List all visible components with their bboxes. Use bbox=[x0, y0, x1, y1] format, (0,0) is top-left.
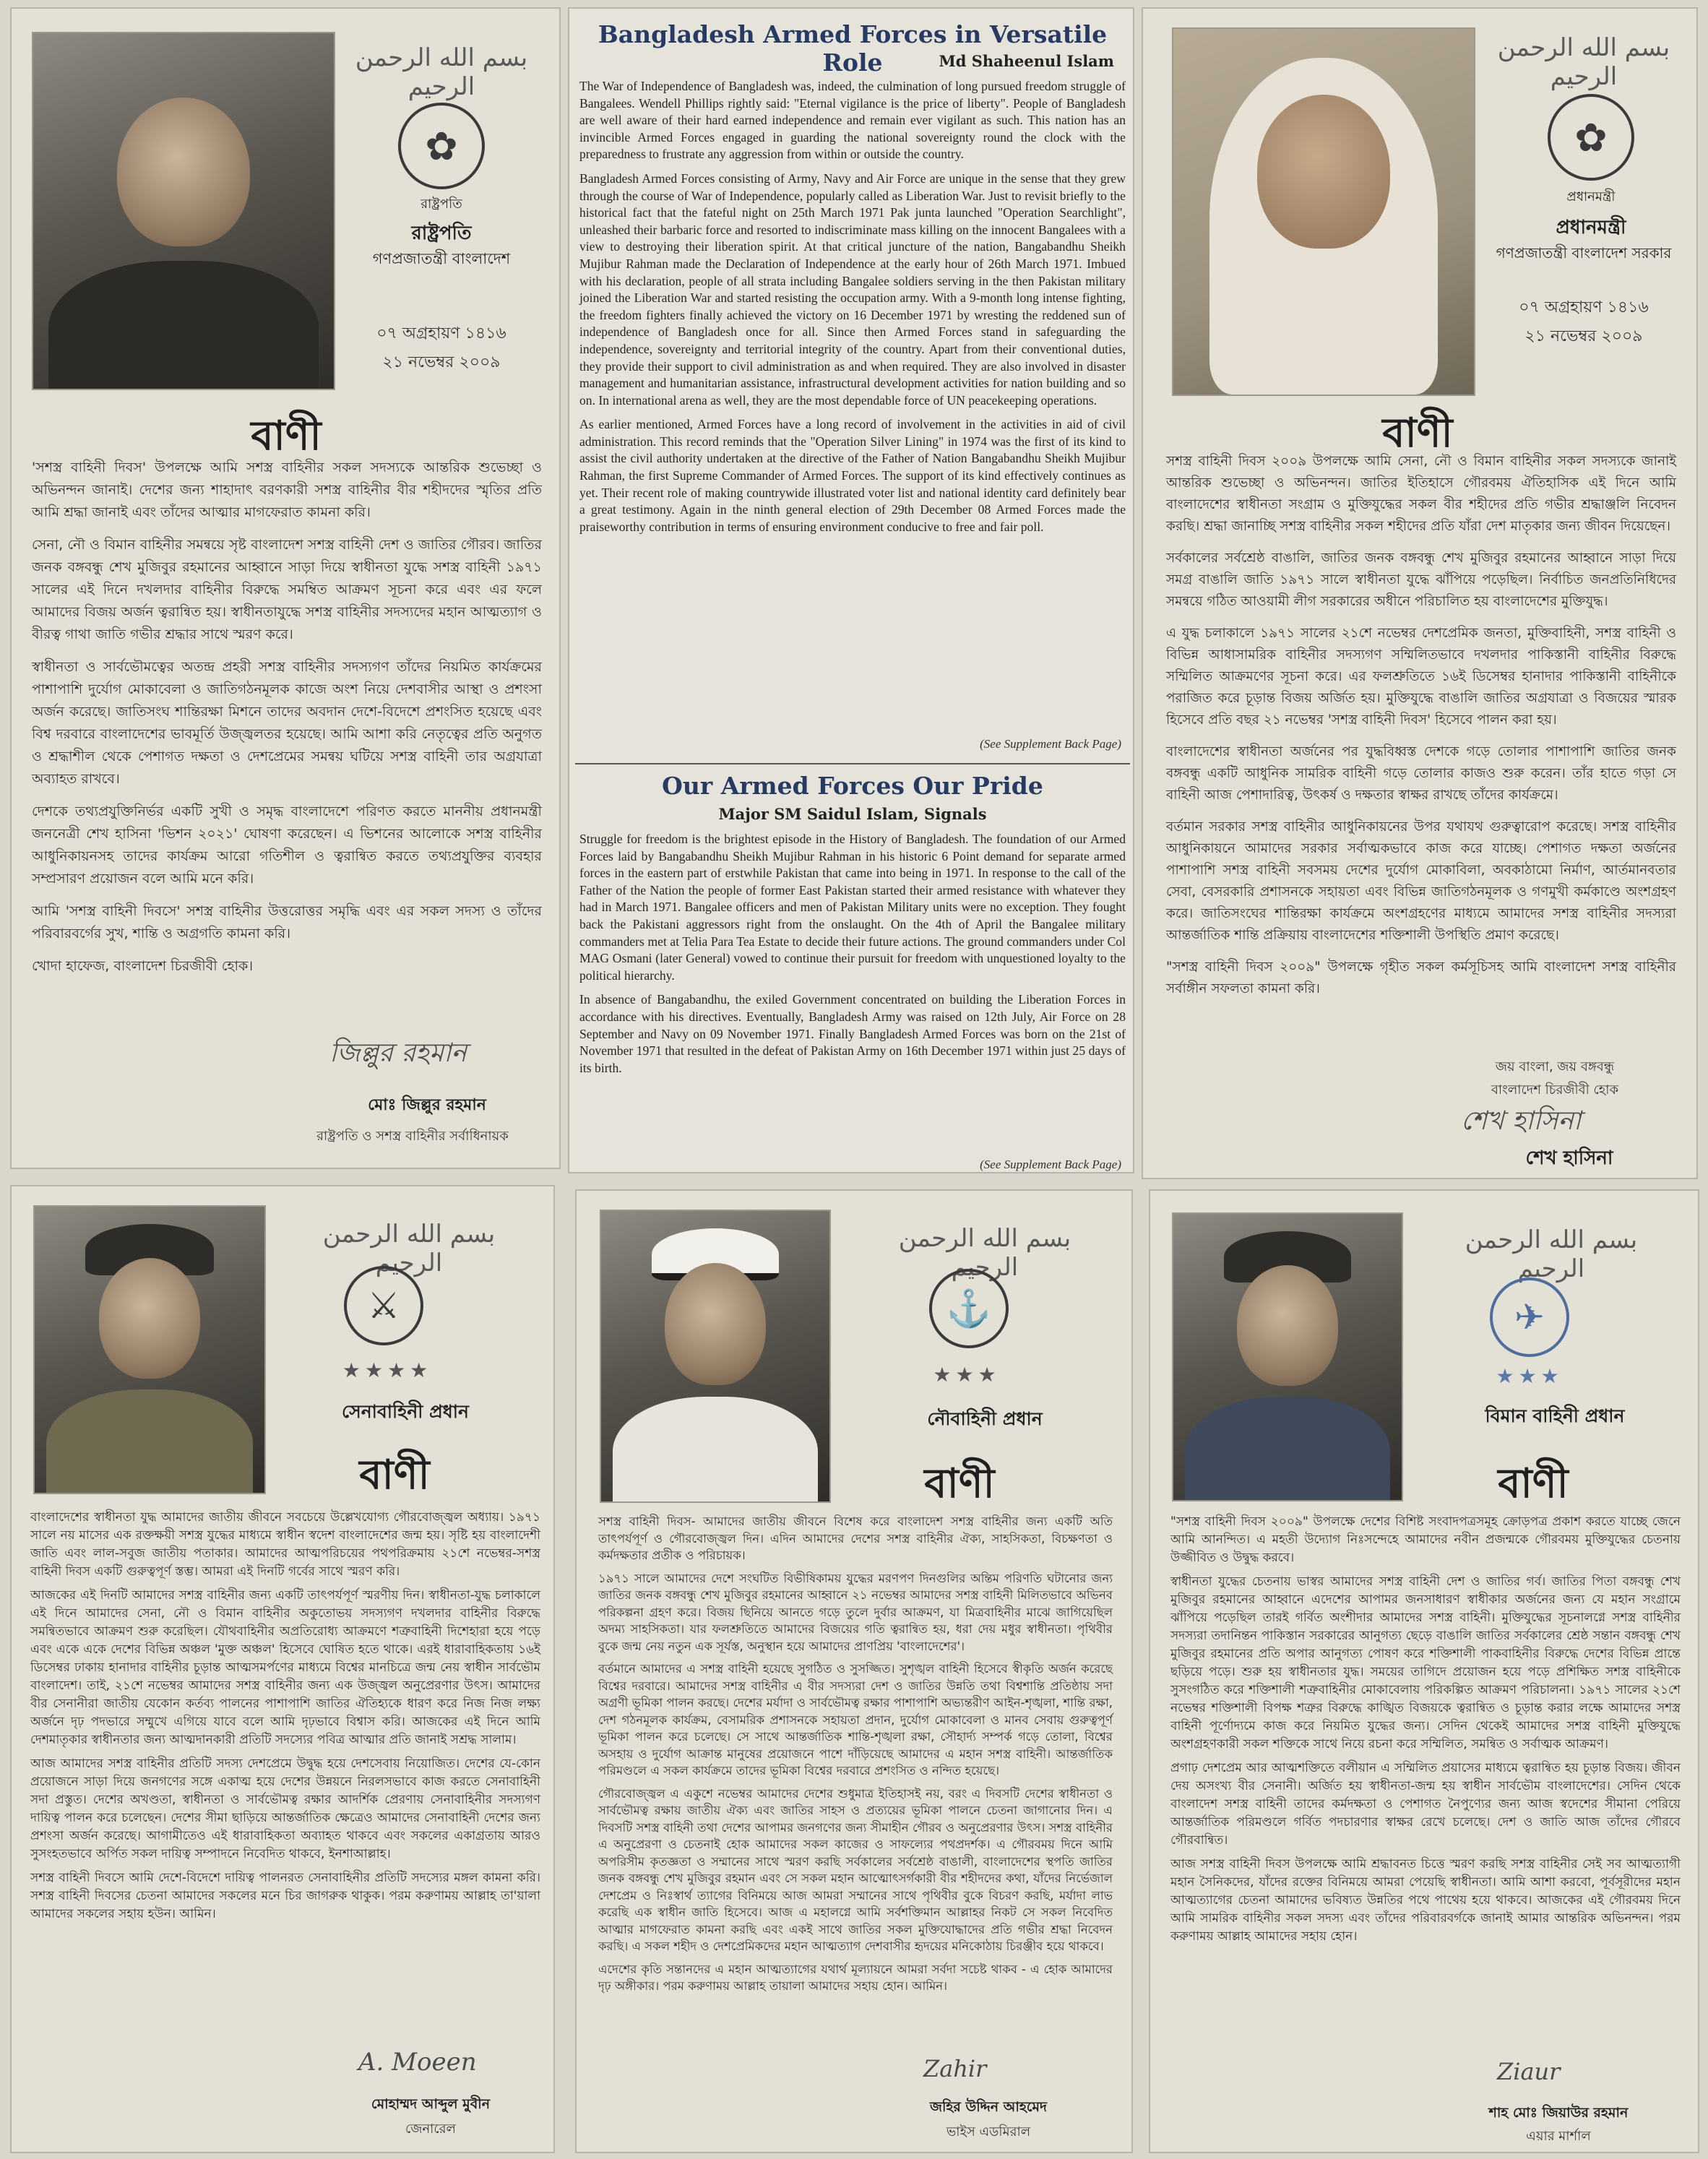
pm-face bbox=[1257, 95, 1389, 249]
navy-rank-stars: ★★★ bbox=[933, 1363, 1001, 1387]
article1-body bbox=[579, 78, 1126, 543]
president-photo bbox=[32, 32, 335, 390]
airforce-chief-face bbox=[1237, 1265, 1337, 1385]
pm-title: প্রধানমন্ত্রী bbox=[1556, 217, 1626, 238]
pm-date-bn: ০৭ অগ্রহায়ণ ১৪১৬ bbox=[1519, 298, 1649, 316]
pm-paragraph: সশস্ত্র বাহিনী দিবস ২০০৯ উপলক্ষে আমি সেনা, নৌ ও বিমান বাহিনীর সকল সদস্যকে জানাই আন্তরিক শুভেচ্ছা ও অভিনন্দন। জাতির ইতিহাসে গৌরবময় ঐতিহাসিক এই দিনে আমি বাংলাদেশের স্বাধীনতা সংগ্রাম ও মুক্তিযুদ্ধের সকল বীর শহীদের প্রতি গভীর শ্রদ্ধাঞ্জলি নিবেদন করছি। শ্রদ্ধা জানাচ্ছি সশস্ত্র বাহিনীর সকল শহীদের প্রতি যাঁরা দেশ মাতৃকার জন্য জীবন দিয়েছেন। bbox=[1166, 454, 1676, 534]
airforce-heading: বাণী bbox=[1498, 1460, 1569, 1507]
airforce-paragraph: "সশস্ত্র বাহিনী দিবস ২০০৯" উপলক্ষে দেশের বিশিষ্ট সংবাদপত্রসমূহ ক্রোড়পত্র প্রকাশ করতে যাচ্ছে জেনে আমি আনন্দিত। এ মহতী উদ্যোগ নিঃসন্দেহে আমাদের নবীন প্রজন্মকে গৌরবময় মুক্তিযুদ্ধের চেতনায় উজ্জীবিত ও উদ্বুদ্ধ করবে। bbox=[1170, 1514, 1681, 1565]
article2-body bbox=[579, 831, 1126, 1084]
army-chief-name: মোহাম্মদ আব্দুল মুবীন bbox=[371, 2096, 491, 2112]
president-heading: বাণী bbox=[251, 413, 322, 460]
army-chief-rank: জেনারেল bbox=[405, 2121, 456, 2137]
airforce-chief-name: শাহ মোঃ জিয়াউর রহমান bbox=[1488, 2105, 1629, 2121]
pm-paragraph: সর্বকালের সর্বশ্রেষ্ঠ বাঙালি, জাতির জনক বঙ্গবন্ধু শেখ মুজিবুর রহমানের আহ্বানে সাড়া দিয়ে সমগ্র বাঙালি জাতি ১৯৭১ সালে স্বাধীনতা যুদ্ধে ঝাঁপিয়ে পড়েছিল। নির্বাচিত জনপ্রতিনিধিদের সমন্বয়ে গঠিত আওয়ামী লীগ সরকারের অধীনে পরিচালিত হয় বাংলাদেশের মুক্তিযুদ্ধ। bbox=[1166, 551, 1676, 609]
article2-title: Our Armed Forces Our Pride bbox=[662, 772, 1043, 800]
pm-emblem-icon: ✿ bbox=[1548, 94, 1634, 181]
president-paragraph: খোদা হাফেজ, বাংলাদেশ চিরজীবী হোক। bbox=[32, 958, 254, 974]
article2-paragraph: Struggle for freedom is the brightest episode in the History of Bangladesh. The foundation of our Armed Forces laid by Bangabandhu Sheikh Mujibur Rahman in his historic 6 Point demand for separate armed forces in the eastern part of erstwhile Pakistan that came into being in 1971. In response to the call of the Father of the Nation the people of former East Pakistan started their armed resistance with whatever they had in March 1971. Bangalee officers and men of Pakistan Military units were no exception. They fought back the Pakistani aggressors right from the onslaught. On the 4th of April the Bangalee military commanders met at Telia Para Tea Estate to decide their future actions. The ground commanders under Col MAG Osmani (later General) vowed to continue their pursuit for freedom with unquestioned loyalty to the political hierarchy. bbox=[579, 832, 1126, 983]
article1-title: Bangladesh Armed Forces in Versatile Role bbox=[598, 20, 1108, 77]
airforce-paragraph: প্রগাঢ় দেশপ্রেম আর আত্মশক্তিতে বলীয়ান এ সম্মিলিত প্রয়াসের মাধ্যমে ত্বরান্বিত হয় চূড়ান্ত বিজয়। জীবন দেয় অসংখ্য বীর সেনানী। অর্জিত হয় স্বাধীনতা-জন্ম হয় স্বাধীন সার্বভৌম বাংলাদেশের। সেদিন থেকে বাংলাদেশ সশস্ত্র বাহিনী তাদের কর্মদক্ষতা ও পেশাগত নৈপুণ্যের জন্য আজ স্বদেশের সীমানা পেরিয়ে আন্তর্জাতিক পরিমণ্ডলে গর্বিত পদচারণার স্বাক্ষর রেখে চলেছে। দেশ ও জাতি আজ তাঁদের গৌরবে গৌরবান্বিত। bbox=[1170, 1761, 1681, 1848]
airforce-paragraph: স্বাধীনতা যুদ্ধের চেতনায় ভাস্বর আমাদের সশস্ত্র বাহিনী দেশ ও জাতির গর্ব। জাতির পিতা বঙ্গবন্ধু শেখ মুজিবুর রহমানের আহ্বানে এদেশের আপামর জনসাধারণ স্বাধীকার অর্জনের জন্য যে মহান সংগ্রামে ঝাঁপিয়ে পড়েছিল তারই গর্বিত অংশীদার আমাদের সশস্ত্র বাহিনী। মুক্তিযুদ্ধের সূচনালগ্নে সশস্ত্র বাহিনীর সদস্যরা তদানিন্তন পাকিস্তান সরকারের আনুগত্য ছেড়ে বাঙালি জাতির সর্বকালের শ্রেষ্ঠ সন্তান বঙ্গবন্ধু শেখ মুজিবুর রহমানের প্রতি অপার আনুগত্য পোষণ করে শক্তিশালী পাকবাহিনীর বিরুদ্ধে দেশের বিভিন্ন প্রান্তে ছড়িয়ে পড়ে। শুরু হয় স্বাধীনতার যুদ্ধ। সময়ের তাগিদে প্রয়োজন হয়ে পড়ে প্রশিক্ষিত সশস্ত্র বাহিনীকে সুসংগঠিত করে শক্তিশালী শত্রুবাহিনীর মোকাবেলায় পরিকল্পিত আক্রমণ পরিচালনা। ১৯৭১ সালের ২১শে নভেম্বর শক্তিশালী বিপক্ষ শত্রুর বিরুদ্ধে কাঙ্খিত বিজয়কে ত্বরান্বিত ও চূড়ান্ত করার লক্ষে আমাদের সশস্ত্র বাহিনী পূর্ণোদ্যমে কাজ করে নিয়মিত যুদ্ধের জন্য। সেদিন থেকেই আমাদের সশস্ত্র বাহিনী মুক্তিযুদ্ধে অংশগ্রহণকারী সকল শক্তিকে সাথে নিয়ে রচনা করে সম্মিলিত, সমন্বিত ও সর্বাত্মক আক্রমণ। bbox=[1170, 1574, 1681, 1751]
president-bismillah: بسم الله الرحمن الرحيم bbox=[355, 43, 528, 101]
navy-chief-rank: ভাইস এডমিরাল bbox=[946, 2124, 1031, 2139]
navy-paragraph: সশস্ত্র বাহিনী দিবস- আমাদের জাতীয় জীবনে বিশেষ করে বাংলাদেশ সশস্ত্র বাহিনীর জন্য একটি অতি তাৎপর্যপূর্ণ ও গৌরবোজ্জ্বল দিন। এদিন আমাদের দেশের সশস্ত্র বাহিনীর ঐক্য, সাহসিকতা, বিচক্ষণতা ও কর্মদক্ষতার প্রতীক ও পরিচায়ক। bbox=[598, 1514, 1113, 1562]
navy-paragraph: এদেশের কৃতি সন্তানদের এ মহান আত্মত্যাগের যথার্থ মূল্যায়নে আমরা সর্বদা সচেষ্ট থাকব - এ হোক আমাদের দৃঢ় অঙ্গীকার। পরম করুণাময় আল্লাহ তায়ালা আমাদের সহায় হোন। আমিন। bbox=[598, 1962, 1113, 1993]
pm-name: শেখ হাসিনা bbox=[1525, 1147, 1613, 1169]
navy-signature: Zahir bbox=[923, 2055, 987, 2082]
pm-paragraph: "সশস্ত্র বাহিনী দিবস ২০০৯" উপলক্ষে গৃহীত সকল কর্মসূচিসহ আমি বাংলাদেশ সশস্ত্র বাহিনীর সর্বাঙ্গীন সফলতা কামনা করি। bbox=[1166, 960, 1676, 996]
pm-message-panel bbox=[1142, 7, 1698, 1179]
navy-message-body bbox=[598, 1513, 1113, 2001]
pm-bismillah: بسم الله الرحمن الرحيم bbox=[1497, 33, 1670, 91]
army-heading: বাণী bbox=[359, 1452, 430, 1499]
airforce-rank-stars: ★★★ bbox=[1496, 1364, 1563, 1388]
army-rank-stars: ★★★★ bbox=[342, 1358, 433, 1382]
president-signature: জিল্লুর রহমান bbox=[329, 1038, 467, 1068]
president-subtitle: গণপ্রজাতন্ত্রী বাংলাদেশ bbox=[372, 250, 511, 267]
pm-paragraph: এ যুদ্ধ চলাকালে ১৯৭১ সালের ২১শে নভেম্বর দেশপ্রেমিক জনতা, মুক্তিবাহিনী, সশস্ত্র বাহিনী ও বিভিন্ন আধাসামরিক বাহিনীর সদস্যগণ সম্মিলিতভাবে দখলদার পাকিস্তানী বাহিনীর বিরুদ্ধে সম্মিলিত আক্রমণের সূচনা করে। এর ফলশ্রুতিতে ১৬ই ডিসেম্বর হানাদার পাকিস্তানী বাহিনীকে পরাজিত করে চূড়ান্ত বিজয় অর্জিত হয়। মুক্তিযুদ্ধে বাঙালি জাতির অগ্রযাত্রা ও বিজয়ের স্মারক হিসেবে প্রতি বছর ২১ নভেম্বর 'সশস্ত্র বাহিনী দিবস' হিসেবে পালন করা হয়। bbox=[1166, 626, 1676, 728]
president-paragraph: 'সশস্ত্র বাহিনী দিবস' উপলক্ষে আমি সশস্ত্র বাহিনীর সকল সদস্যকে আন্তরিক শুভেচ্ছা ও অভিনন্দন জানাই। দেশের জন্য শাহাদাৎ বরণকারী সশস্ত্র বাহিনীর বীর শহীদদের স্মৃতির প্রতি আমি শ্রদ্ধা জানাই এবং তাঁদের আত্মার মাগফেরাত কামনা করি। bbox=[32, 460, 542, 520]
president-message-body bbox=[32, 457, 542, 988]
army-crest-icon: ⚔ bbox=[344, 1266, 423, 1345]
pm-date-en: ২১ নভেম্বর ২০০৯ bbox=[1524, 327, 1643, 345]
president-name: মোঃ জিল্লুর রহমান bbox=[368, 1096, 486, 1114]
pm-paragraph: বাংলাদেশের স্বাধীনতা অর্জনের পর যুদ্ধবিধ্বস্ত দেশকে গড়ে তোলার পাশাপাশি জাতির জনক বঙ্গবন্ধু একটি আধুনিক সামরিক বাহিনী গড়ে তোলার কাজও শুরু করেন। তাঁর হাতে গড়া সে বাহিনী আজ পেশাদারিত্ব, উৎকর্ষ ও দক্ষতার স্বাক্ষর রাখছে তাঁদের কার্যক্রমে। bbox=[1166, 744, 1676, 803]
navy-paragraph: বর্তমানে আমাদের এ সশস্ত্র বাহিনী হয়েছে সুগঠিত ও সুসজ্জিত। সুশৃঙ্খল বাহিনী হিসেবে স্বীকৃতি অর্জন করেছে বিশ্বের দরবারে। আমাদের সশস্ত্র বাহিনীর এ বীর সদস্যরা দেশ ও জাতির উন্নতি তথা বিশ্বশান্তি প্রতিষ্ঠায় সদা অগ্রণী ভূমিকা পালন করছে। দেশের মর্যাদা ও সার্বভৌমত্ব রক্ষার পাশাপাশি অভ্যন্তরীণ আইন-শৃঙ্খলা, শান্তি রক্ষা, দেশ গঠনমূলক কার্যক্রম, বেসামরিক প্রশাসনকে সহায়তা প্রদান, দুর্যোগ মোকাবেলা ও মানব সেবায় গুরুত্বপূর্ণ ভূমিকা পালন করে চলেছে। সে সাথে আন্তর্জাতিক শান্তি-শৃঙ্খলা রক্ষা, সৌহার্দ্য সম্পর্ক গড়ে তোলা, বিশ্বের অসহায় ও দুর্যোগ আক্রান্ত মানুষের প্রয়োজনে পাশে দাঁড়িয়েছে আমাদের এ মহান সশস্ত্র বাহিনী। আন্তর্জাতিক পরিমণ্ডলে এ সকল কার্যক্রমে তাদের ভূমিকা বিশ্বের দরবারে প্রশংসিত ও নন্দিত হয়েছে। bbox=[598, 1662, 1113, 1777]
president-paragraph: স্বাধীনতা ও সার্বভৌমত্বের অতন্দ্র প্রহরী সশস্ত্র বাহিনীর সদস্যগণ তাঁদের নিয়মিত কার্যক্রমের পাশাপাশি দুর্যোগ মোকাবেলা ও জাতিগঠনমূলক কাজে অংশ নিয়ে দেশবাসীর আস্থা ও প্রশংসা অর্জন করেছে। জাতিসংঘ শান্তিরক্ষা মিশনে তাদের অবদান দেশে-বিদেশে প্রশংসিত হয়েছে এবং বিশ্ব দরবারে বাংলাদেশের ভাবমূর্তি উজ্জ্বলতর হয়েছে। আমি আশা করি নেতৃত্বের প্রতি অনুগত ও শ্রদ্ধাশীল থেকে পেশাগত দক্ষতা ও দেশপ্রেমের সমন্বয় ঘটিয়ে সশস্ত্র বাহিনী তার অগ্রযাত্রা অব্যাহত রাখবে। bbox=[32, 659, 542, 787]
pm-emblem-label: প্রধানমন্ত্রী bbox=[1566, 189, 1616, 204]
president-paragraph: সেনা, নৌ ও বিমান বাহিনীর সমন্বয়ে সৃষ্ট বাংলাদেশ সশস্ত্র বাহিনী দেশ ও জাতির গৌরব। জাতির জনক বঙ্গবন্ধু শেখ মুজিবুর রহমানের আহ্বানে সাড়া দিয়ে স্বাধীনতা যুদ্ধে সশস্ত্র বাহিনী ১৯৭১ সালের এই দিনে দখলদার বাহিনীর বিরুদ্ধে সমম্বিত আক্রমণ সূচনা করে এবং এর ফলে আমাদের বিজয় অর্জন ত্বরান্বিত হয়। স্বাধীনতাযুদ্ধে সশস্ত্র বাহিনীর সদস্যদের মহান আত্মত্যাগ ও বীরত্ব গাথা জাতি গভীর শ্রদ্ধার সাথে স্মরণ করে। bbox=[32, 537, 542, 642]
pm-heading: বাণী bbox=[1382, 410, 1453, 457]
navy-chief-photo bbox=[600, 1210, 831, 1503]
airforce-crest-icon: ✈ bbox=[1490, 1277, 1569, 1357]
president-date-bn: ০৭ অগ্রহায়ণ ১৪১৬ bbox=[376, 324, 506, 342]
pm-signature: শেখ হাসিনা bbox=[1461, 1106, 1582, 1136]
army-bismillah: بسم الله الرحمن الرحيم bbox=[322, 1220, 496, 1277]
pm-subtitle: গণপ্রজাতন্ত্রী বাংলাদেশ সরকার bbox=[1496, 244, 1672, 262]
navy-chief-message-panel bbox=[575, 1189, 1133, 2153]
army-chief-face bbox=[99, 1258, 200, 1378]
article1-paragraph: The War of Independence of Bangladesh was, indeed, the culmination of long pursued freedom struggle of Bangalees. Wendell Phillips rightly said: "Eternal vigilance is the price of liberty". People of Bangladesh are well aware of their hard earned independence and remain ever vigilant as such. This nation has an invincible Armed Forces engaged in guarding the national sovereignty round the clock with the preparedness to frustrate any aggression from within or outside the country. bbox=[579, 79, 1126, 162]
airforce-chief-message-panel bbox=[1149, 1189, 1699, 2153]
airforce-chief-shoulders bbox=[1185, 1397, 1390, 1501]
army-title: সেনাবাহিনী প্রধান bbox=[342, 1401, 469, 1422]
article1-paragraph: Bangladesh Armed Forces consisting of Army, Navy and Air Force are unique in the sense that they grew through the course of War of Independence, popularly called as Liberation War. Just to revisit briefly to the historical fact that the fateful night on 25th March 1971 Pak junta launched "Operation Searchlight", unleashed their barbaric force and resorted to indiscriminate mass killing on the innocent Bangalees with a view to destroying their liberation spirit. At that critical juncture of the nation, Bangabandhu Sheikh Mujibur Rahman made the Declaration of Independence at the early hour of 26th March 1971. Imbued with his declaration, people of all strata including Bangalee soldiers serving in the then Pakistan military joined the Liberation War and started resisting the occupation army. With a 9-month long intense fighting, the freedom fighters finally achieved the victory on 16 December 1971 by wresting the reddened sun of independence of Bangladesh once for all. Since then Armed Forces stand in safeguarding the independence, sovereignty and territorial integrity of the country. Apart from their conventional duties, they provide their support to civil administration as and when required. They are also involved in disaster management and humanitarian assistance, infrastructural development activities for nation building and so on. In international arena as well, they are the most dependable force of UN peacekeeping operations. bbox=[579, 171, 1126, 408]
navy-heading: বাণী bbox=[924, 1460, 995, 1507]
article2-see-more-link[interactable]: (See Supplement Back Page) bbox=[980, 1158, 1121, 1171]
article2-paragraph: In absence of Bangabandhu, the exiled Government concentrated on building the Liberation Forces in accordance with his directives. Eventually, Bangladesh Army was raised on 12th July, Air Force on 28 September and Navy on 09 November 1971. Finally Bangladesh Armed Forces was born on the 21st of November 1971 that resulted in the defeat of Pakistan Army on 16th December 1971 within just 25 days of its birth. bbox=[579, 992, 1126, 1075]
pm-photo bbox=[1172, 27, 1475, 396]
army-chief-shoulders bbox=[46, 1389, 253, 1494]
articles-panel bbox=[568, 7, 1134, 1173]
army-chief-photo bbox=[33, 1205, 266, 1494]
navy-chief-shoulders bbox=[613, 1397, 818, 1503]
pm-message-body bbox=[1166, 451, 1676, 1010]
airforce-title: বিমান বাহিনী প্রধান bbox=[1485, 1405, 1625, 1426]
navy-anchor-icon: ⚓ bbox=[929, 1269, 1009, 1348]
airforce-bismillah: بسم الله الرحمن الرحيم bbox=[1465, 1225, 1638, 1283]
navy-chief-face bbox=[665, 1263, 765, 1385]
president-shoulders bbox=[48, 261, 319, 390]
army-chief-message-panel bbox=[10, 1185, 555, 2153]
article2-byline: Major SM Saidul Islam, Signals bbox=[718, 805, 987, 823]
navy-title: নৌবাহিনী প্রধান bbox=[927, 1408, 1043, 1429]
president-paragraph: আমি 'সশস্ত্র বাহিনী দিবসে' সশস্ত্র বাহিনীর উত্তরোত্তর সমৃদ্ধি এবং এর সকল সদস্য ও তাঁদের পরিবারবর্গের সুখ, শান্তি ও অগ্রগতি কামনা করি। bbox=[32, 903, 542, 941]
president-paragraph: দেশকে তথ্যপ্রযুক্তিনির্ভর একটি সুখী ও সমৃদ্ধ বাংলাদেশে পরিণত করতে মাননীয় প্রধানমন্ত্রী জননেত্রী শেখ হাসিনা 'ভিশন ২০২১' ঘোষণা করেছেন। এ ভিশনের আলোকে সশস্ত্র বাহিনীর আধুনিকায়নসহ তাদের কার্যক্রম আরো গতিশীল ও ত্বরান্বিত করতে তথ্যপ্রযুক্তির ব্যবহার সম্প্রসারণ প্রয়োজন বলে আমি মনে করি। bbox=[32, 803, 542, 887]
president-date-en: ২১ নভেম্বর ২০০৯ bbox=[382, 353, 501, 371]
airforce-chief-photo bbox=[1172, 1212, 1403, 1501]
president-message-panel bbox=[10, 7, 561, 1169]
pm-closing-1: জয় বাংলা, জয় বঙ্গবন্ধু bbox=[1495, 1059, 1615, 1074]
army-message-body bbox=[30, 1509, 540, 1929]
army-paragraph: সশস্ত্র বাহিনী দিবসে আমি দেশে-বিদেশে দায়িত্ব পালনরত সেনাবাহিনীর প্রতিটি সদস্যের মঙ্গল কামনা করি। সশস্ত্র বাহিনী দিবসের চেতনা আমাদের সকলের মনে চির জাগরুক থাকুক। পরম করুণাময় আল্লাহ তা'য়ালা আমাদের সকলের সহায় হউন। আমিন। bbox=[30, 1871, 540, 1921]
airforce-chief-rank: এয়ার মার্শাল bbox=[1526, 2129, 1591, 2144]
president-role: রাষ্ট্রপতি ও সশস্ত্র বাহিনীর সর্বাধিনায়ক bbox=[316, 1129, 509, 1144]
navy-paragraph: গৌরবোজ্জ্বল এ একুশে নভেম্বর আমাদের দেশের শুধুমাত্র ইতিহাসই নয়, বরং এ দিবসটি দেশের স্বাধীনতা ও সার্বভৌমত্ব রক্ষায় জাতীয় ঐক্য এবং জাতির সাহস ও প্রত্যয়ের ভূমিকা পালনে চেতনা জাগানোর দিন। এ দিবসটি সশস্ত্র বাহিনী তথা দেশের আপামর জনগণের জন্য সীমাহীন গৌরব ও অনুপ্রেরণার উৎস। সশস্ত্র বাহিনীর এ অনুপ্রেরণা ও চেতনাই হোক আমাদের সকল কাজের ও সাফল্যের পথপ্রদর্শক। এ গৌরবময় দিনে আমি অপরিসীম কৃতজ্ঞতা ও সম্মানের সাথে স্মরণ করছি সর্বকালের সর্বশ্রেষ্ঠ বাঙালী, বাংলাদেশের স্থপতি জাতির জনক বঙ্গবন্ধু শেখ মুজিবুর রহমান এবং সে সকল মহান আত্মোৎসর্গকারী বীর শহীদদের কথা, যাঁদের নির্ভেজাল দেশপ্রেম ও নিঃস্বার্থ ত্যাগের বিনিময়ে আজ আমরা সম্মানের সাথে পৃথিবীর বুকে বিচরণ করছি, মর্যাদা লাভ করেছি এক স্বাধীন জাতি হিসেবে। আজ এ মহালগ্নে আমি সর্বশক্তিমান আল্লাহর নিকট সে সকল নিবেদিত আত্মার মাগফেরাত কামনা করছি এবং একই সাথে জাতির সকল মুক্তিযোদ্ধাদের প্রতি গভীর শ্রদ্ধা নিবেদন করছি। এ সকল শহীদ ও দেশপ্রেমিকদের মহান আত্মত্যাগ দেশবাসীর হৃদয়ের মনিকোঠায় চিরঞ্জীব হয়ে থাকবে। bbox=[598, 1786, 1113, 1953]
airforce-message-body bbox=[1170, 1513, 1681, 1952]
army-paragraph: আজকের এই দিনটি আমাদের সশস্ত্র বাহিনীর জন্য একটি তাৎপর্যপূর্ণ স্মরণীয় দিন। স্বাধীনতা-যুদ্ধ চলাকালে এই দিনে আমাদের সেনা, নৌ ও বিমান বাহিনীর অকুতোভয় সদস্যগণ দখলদার বাহিনীর বিরুদ্ধে সমন্বিতভাবে আক্রমণ শুরু করেছিল। যৌথবাহিনীর অপ্রতিরোধ্য আক্রমণে শত্রুবাহিনী দিশেহারা হয়ে পড়ে এবং একে একে দেশের বিভিন্ন অঞ্চল 'মুক্ত অঞ্চল' হিসেবে ঘোষিত হতে থাকে। এরই ধারাবাহিকতায় ১৬ই ডিসেম্বর ঢাকায় হানাদার বাহিনীর চূড়ান্ত আত্মসমর্পণের মাধ্যমে বিশ্বের মানচিত্রে জন্ম নেয় স্বাধীন সার্বভৌম বাংলাদেশ। তাই, ২১শে নভেম্বর আমাদের সশস্ত্র বাহিনীর জন্য এক উজ্জ্বল অনুপ্রেরণার উৎস। আমাদের বীর সেনানীরা জাতীয় যেকোন কর্তব্য পালনের পাশাপাশি জাতির ঐতিহ্যকে ধারণ করে নিজ নিজ লক্ষ্য অর্জনে দৃঢ় পদভারে সম্মুখে এগিয়ে যাবে বলে আমি দৃঢ়ভাবে বিশ্বাস করি। আজকের এই দিনে আমি দেশমাতৃকার স্বাধীনতার জন্য আত্মদানকারী প্রতিটি সদস্যের পবিত্র আত্মার প্রতি জানাই সশ্রদ্ধ সালাম। bbox=[30, 1588, 540, 1747]
army-paragraph: আজ আমাদের সশস্ত্র বাহিনীর প্রতিটি সদস্য দেশপ্রেমে উদ্বুদ্ধ হয়ে দেশসেবায় নিয়োজিত। দেশের যে-কোন প্রয়োজনে সাড়া দিয়ে জনগণের সঙ্গে একাত্ম হয়ে দেশের উন্নয়নে নিরলসভাবে কাজ করতে সেনাবাহিনী সদা প্রস্তুত। দেশের অখণ্ডতা, স্বাধীনতা ও সার্বভৌমত্ব রক্ষার আদর্শিক প্রেরণায় সেনাবাহিনীর সদস্যগণ দায়িত্ব পালন করে চলেছেন। দেশের সীমা ছাড়িয়ে আন্তর্জাতিক ক্ষেত্রেও আমাদের সেনাবাহিনী দেশের জন্য প্রশংসা অর্জন করেছে। আগামীতেও এই ধারাবাহিকতা অব্যাহত থাকবে এবং সকলের একাগ্রতায় আরও সুসংহতভাবে অর্পিত সকল দায়িত্ব সম্পাদনে নিবেদিত থাকবে, ইনশাআল্লাহ। bbox=[30, 1757, 540, 1861]
pm-closing-2: বাংলাদেশ চিরজীবী হোক bbox=[1491, 1082, 1619, 1098]
airforce-paragraph: আজ সশস্ত্র বাহিনী দিবস উপলক্ষে আমি শ্রদ্ধাবনত চিত্তে স্মরণ করছি সশস্ত্র বাহিনীর সেই সব আত্মত্যাগী মহান সৈনিকদের, যাঁদের রক্তের বিনিময়ে আমরা পেয়েছি স্বাধীনতা। আমি আশা করবো, পূর্বসূরীদের মহান আত্মত্যাগের চেতনা আমাদের ভবিষ্যত উন্নতির পথে পাথেয় হয়ে থাকবে। আজকের এই গৌরবময় দিনে আমি সামরিক বাহিনীর সকল সদস্য এবং তাঁদের পরিবারবর্গকে জানাই আমার আন্তরিক অভিনন্দন। পরম করুণাময় আল্লাহ আমাদের সহায় হোন। bbox=[1170, 1857, 1681, 1944]
pm-paragraph: বর্তমান সরকার সশস্ত্র বাহিনীর আধুনিকায়নের উপর যথাযথ গুরুত্বারোপ করেছে। সশস্ত্র বাহিনীর আধুনিকায়নে আমাদের সরকার সর্বাত্মকভাবে কাজ করে যাচ্ছে। পেশাগত দক্ষতা অর্জনের পাশাপাশি সশস্ত্র বাহিনী সবসময় দেশের দুর্যোগ মোকাবিলা, অবকাঠামো নির্মাণ, আর্তমানবতার সেবা, বেসরকারি প্রশাসনকে সহায়তা এবং বিভিন্ন জাতিগঠনমূলক ও গণমুখী কর্মকাণ্ডে অংশগ্রহণ করে। জাতিসংঘের শান্তিরক্ষা কার্যক্রমে অংশগ্রহণের মাধ্যমে আমাদের সশস্ত্র বাহিনীর সদস্যরা আন্তর্জাতিক শান্তি প্রক্রিয়ায় বাংলাদেশের শক্তিশালী উপস্থিতি প্রমাণ করেছে। bbox=[1166, 819, 1676, 943]
president-emblem-icon: ✿ bbox=[398, 103, 485, 189]
navy-bismillah: بسم الله الرحمن الرحيم bbox=[898, 1224, 1071, 1282]
army-signature: A. Moeen bbox=[358, 2048, 477, 2077]
article-divider bbox=[575, 763, 1130, 764]
army-paragraph: বাংলাদেশের স্বাধীনতা যুদ্ধ আমাদের জাতীয় জীবনে সবচেয়ে উল্লেখযোগ্য গৌরবোজ্জ্বল অধ্যায়। ১৯৭১ সালে নয় মাসের এক রক্তক্ষয়ী সশস্ত্র যুদ্ধের মাধ্যমে স্বাধীন স্বদেশ বাংলাদেশের জন্ম হয়। সৃষ্টি হয় বাংলাদেশী জাতি এবং লাল-সবুজ জাতীয় পতাকার। আমাদের আত্মপরিচয়ের পথপরিক্রমায় ২১শে নভেম্বর-সশস্ত্র বাহিনী দিবস একটি গুরুত্বপূর্ণ স্তম্ভ। আমরা এই দিনটি গর্বের সাথে স্মরণ করি। bbox=[30, 1510, 540, 1579]
airforce-signature: Ziaur bbox=[1497, 2058, 1561, 2085]
article1-paragraph: As earlier mentioned, Armed Forces have a long record of involvement in the activities in aid of civil administration. This record reminds that the "Operation Silver Lining" in 1974 was the first of its kind to assist the civil authority undertaken at the directive of the Father of Nation Bangabandhu Sheikh Mujibur Rahman, the first Supreme Commander of Armed Forces. The support of its kind effectively continues as yet. Their recent role of making countrywide illustrated voter list and national identity card definitely bear a great testimony. Again in the ninth general election of 29th December 08 Armed Forces made the praiseworthy contribution in terms of ensuring environment conducive to free and fair poll. bbox=[579, 417, 1126, 534]
article1-byline: Md Shaheenul Islam bbox=[939, 52, 1114, 70]
navy-chief-name: জহির উদ্দিন আহমেদ bbox=[929, 2099, 1048, 2115]
president-title: রাষ্ট্রপতি bbox=[411, 223, 472, 244]
article1-see-more-link[interactable]: (See Supplement Back Page) bbox=[980, 737, 1121, 751]
president-emblem-label: রাষ্ট্রপতি bbox=[420, 197, 462, 212]
president-face bbox=[117, 98, 249, 247]
navy-paragraph: ১৯৭১ সালে আমাদের দেশে সংঘটিত বিভীষিকাময় যুদ্ধের মরণপণ দিনগুলির অন্তিম পরিণতি ঘটানোর জন্য জাতির জনক বঙ্গবন্ধু শেখ মুজিবুর রহমানের আহ্বানে ২১ নভেম্বর আমাদের সশস্ত্র বাহিনী মিলিতভাবে অভিনব পরিকল্পনা গ্রহণ করে। বিজয় ছিনিয়ে আনতে গড়ে তুলে দুর্বার আক্রমণ, যা মিত্রবাহিনীর মাঝে জাগিয়েছিল অদম্য সাহসিকতা। যার ফলশ্রুতিতে আমাদের বিজয়ের গতি ত্বরান্বিত হয়, ধরা দেয় মধুর স্বাধীনতা। পৃথিবীর বুকে জন্ম নেয় নতুন এক সূর্যস্ত, অনুস্থান হয়ে আমাদের প্রাণপ্রিয় 'বাংলাদেশের'। bbox=[598, 1571, 1113, 1653]
